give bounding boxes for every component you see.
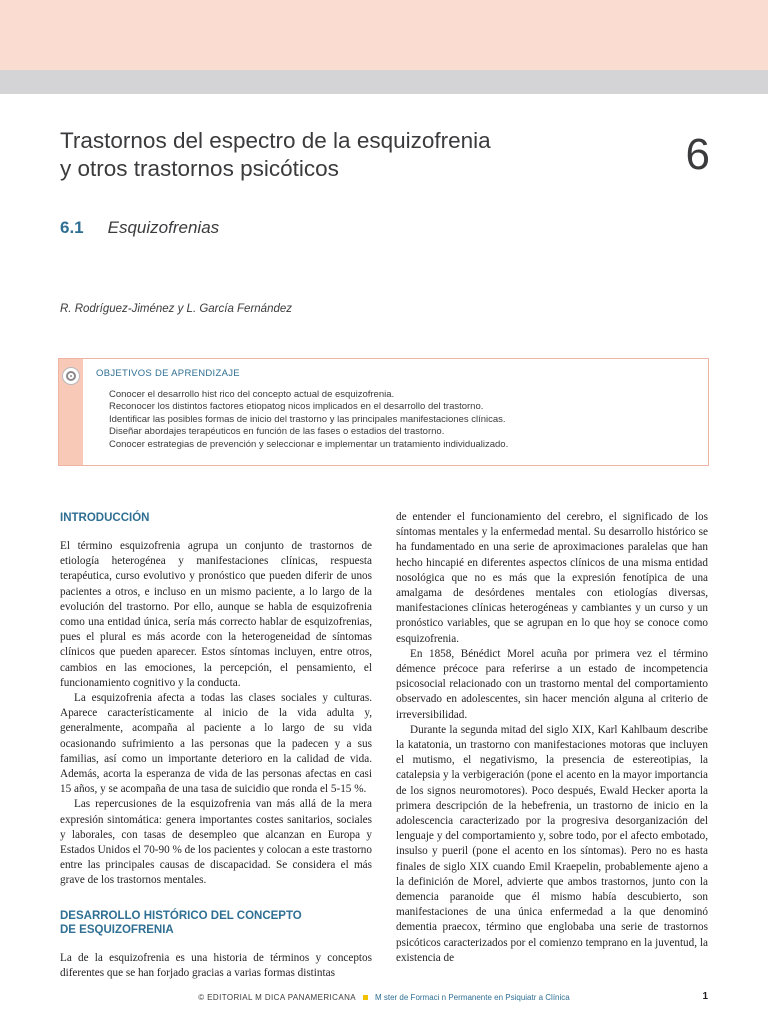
history-heading-line-2: DE ESQUIZOFRENIA — [60, 923, 174, 936]
page-number: 1 — [702, 991, 708, 1002]
learning-objectives-box — [58, 358, 709, 466]
objectives-title: OBJETIVOS DE APRENDIZAJE — [96, 368, 240, 379]
chapter-title-line-1: Trastornos del espectro de la esquizofrenia — [60, 128, 491, 153]
objective-item: Conocer el desarrollo hist rico del concepto actual de esquizofrenia. — [109, 389, 395, 400]
objectives-list — [109, 389, 508, 451]
objective-item: Diseñar abordajes terapéuticos en función de las fases o estadios del trastorno. — [109, 426, 445, 438]
publisher-credit: © EDITORIAL M DICA PANAMERICANA — [198, 993, 356, 1002]
body-paragraph: de entender el funcionamiento del cerebro, el significado de los síntomas mentales y la enfermedad mental. Su desarrollo histórico se ha fundamentado en una serie de aproximaciones paralelas que han hecho hincapié en diferentes aspectos clínicos de una misma entidad nosológica que no es más que la expresión fenotípica de una amalgama de desórdenes mentales con etiologías diversas, manifestaciones clínicas heterogéneas y cambiantes y un curso y un pronóstico variables, que se agrupan en lo que hoy se conoce como esquizofrenia. — [396, 511, 708, 645]
section-heading — [60, 218, 219, 238]
objective-item: Reconocer los distintos factores etiopatog nicos implicados en el desarrollo del trastorno. — [109, 401, 484, 413]
body-paragraph: Las repercusiones de la esquizofrenia van más allá de la mera expresión sintomática: genera importantes costes sanitarios, sociales y laborales, con tasas de desempleo que alcanzan en Europa y Estados Unidos el 70-90 % de los pacientes y colocan a este trastorno entre las principales causas de discapacidad. Se considera el más grave de los trastornos mentales. — [60, 798, 372, 887]
chapter-title-line-2: y otros trastornos psicóticos — [60, 156, 339, 181]
chapter-number: 6 — [685, 130, 710, 179]
body-paragraph: En 1858, Bénédict Morel acuña por primera vez el término démence précoce para referirse a un estado de incompetencia psicosocial relacionado con un trastorno mental del comportamiento observado en adolescentes, sin hacer mención alguna al criterio de irreversibilidad. — [396, 647, 708, 721]
footer-separator-square — [363, 995, 368, 1000]
body-paragraph: La de la esquizofrenia es una historia de términos y conceptos diferentes que se han forjado gracias a varias formas distintas — [60, 951, 372, 979]
history-heading — [60, 909, 372, 937]
target-icon — [62, 367, 80, 385]
chapter-title — [60, 127, 620, 183]
objectives-side-bar — [59, 359, 83, 465]
course-name: M ster de Formaci n Permanente en Psiquiatr a Clínica — [374, 993, 570, 1002]
introduction-heading: INTRODUCCIÓN — [60, 512, 150, 524]
body-paragraph: La esquizofrenia afecta a todas las clases sociales y culturas. Aparece característicamente al inicio de la vida adulta y, generalmente, acompaña al paciente a lo largo de su vida ocasionando sufrimiento a las personas que la padecen y a sus familias, así como un importante deterioro en la calidad de vida. Además, acorta la esperanza de vida de las personas afectas en casi 15 años, y se acompaña de una tasa de suicidio que ronda el 5-15 %. — [60, 692, 372, 796]
body-paragraph: Durante la segunda mitad del siglo XIX, Karl Kahlbaum describe la katatonia, un trastorno con manifestaciones motoras que incluyen el mutismo, el negativismo, la presencia de estereotipias, la catalepsia y la verbigeración (pone el acento en la mayor importancia de los signos neuromotores). Poco después, Ewald Hecker aporta la primera descripción de la hebefrenia, un trastorno de inicio en la adolescencia caracterizado por la progresiva desorganización del lenguaje y del comportamiento y, sobre todo, por el afecto embotado, insulso y pueril (pone el acento en los síntomas). Pero no es hasta finales de siglo XIX cuando Emil Kraepelin, probablemente ajeno a la definición de Morel, advierte que ambos trastornos, junto con la demencia paranoide que él mismo había descubierto, son manifestaciones de una única enfermedad a la que denominó dementia praecox, término que englobaba una serie de trastornos psicóticos caracterizados por el comienzo temprano en la juventud, la existencia de — [396, 723, 708, 964]
left-column — [60, 511, 372, 981]
section-number: 6.1 — [60, 218, 84, 237]
right-column — [396, 510, 708, 966]
page-footer — [0, 993, 768, 1002]
objective-item: Conocer estrategias de prevención y seleccionar e implementar un tratamiento individualizado. — [109, 438, 509, 450]
header-grey-band — [0, 70, 768, 94]
authors: R. Rodríguez-Jiménez y L. García Fernández — [60, 303, 293, 315]
header-color-band — [0, 0, 768, 70]
section-title: Esquizofrenias — [107, 218, 220, 237]
body-paragraph: El término esquizofrenia agrupa un conjunto de trastornos de etiología heterogénea y manifestaciones clínicas, respuesta terapéutica, curso evolutivo y pronóstico que pueden diferir de unos pacientes a otros, e incluso en un mismo paciente, a lo largo de la evolución del trastorno. Por ello, aunque se habla de esquizofrenia como una entidad única, sería más correcto hablar de esquizofrenias, pues el plural es más acorde con la heterogeneidad de síntomas clínicos que pueden aparecer. Estos síntomas incluyen, entre otros, cambios en las emociones, la percepción, el pensamiento, el funcionamiento cognitivo y la conducta. — [60, 540, 372, 689]
history-heading-line-1: DESARROLLO HISTÓRICO DEL CONCEPTO — [60, 909, 302, 922]
objective-item: Identificar las posibles formas de inicio del trastorno y las principales manifestaciones clínicas. — [109, 413, 506, 425]
